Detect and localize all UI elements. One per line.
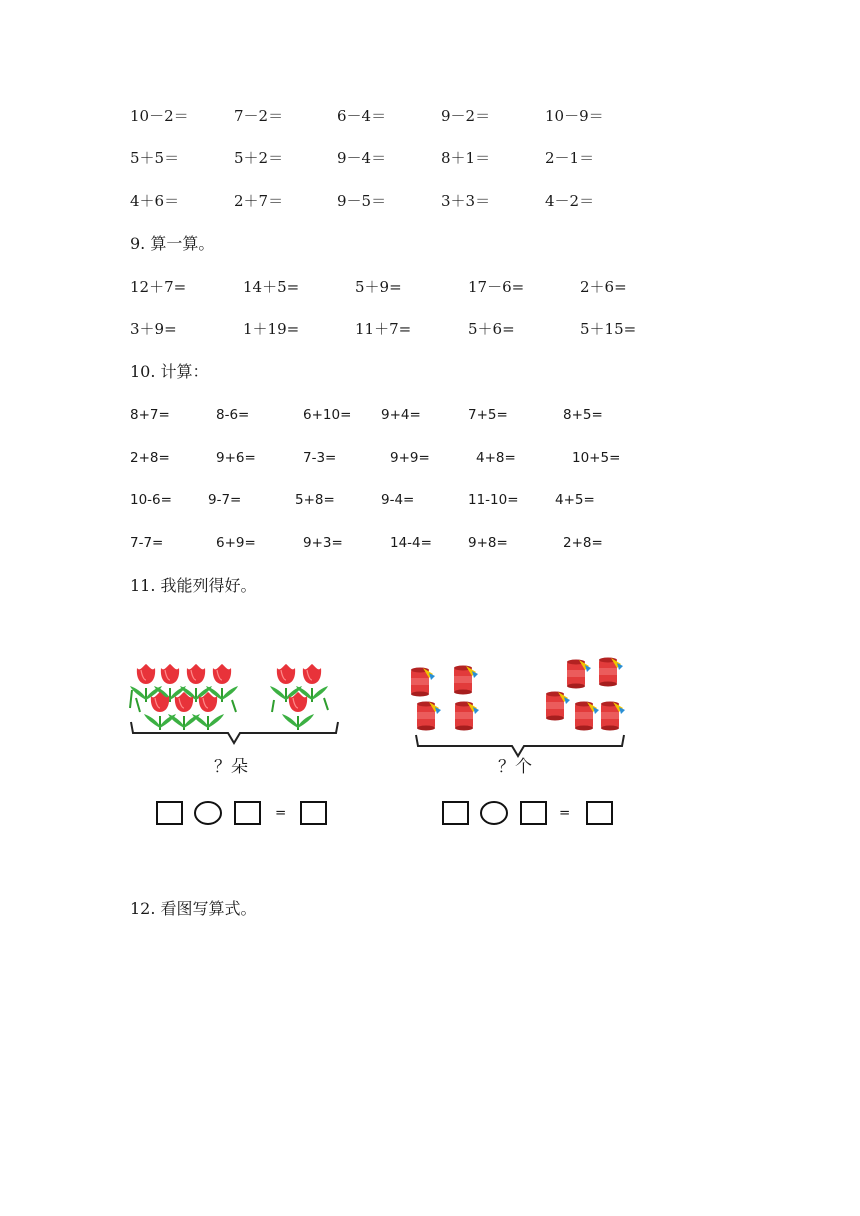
expr: 11＋7=	[355, 320, 412, 338]
expr: 9-7=	[208, 492, 242, 508]
question-12-title: 12. 看图写算式。	[130, 899, 257, 918]
expr: 4+5=	[555, 492, 595, 508]
expr: 2＋6=	[580, 278, 627, 296]
expr: 10－9＝	[545, 107, 604, 125]
answer-box	[235, 802, 260, 824]
expr: 9+3=	[303, 535, 343, 551]
expr: 7+5=	[468, 407, 508, 423]
expr: 1＋19=	[243, 320, 300, 338]
expr: 9－5＝	[337, 192, 387, 210]
operator-circle	[195, 802, 221, 824]
expr: 2+8=	[563, 535, 603, 551]
expr: 5＋5＝	[130, 149, 180, 167]
expr: 6+9=	[216, 535, 256, 551]
expr: 10-6=	[130, 492, 172, 508]
expr: 3＋3＝	[441, 192, 491, 210]
expr: 17－6=	[468, 278, 525, 296]
right-question-label: ？个	[498, 757, 532, 777]
expr: 14＋5=	[243, 278, 300, 296]
flower-group-left	[130, 664, 238, 730]
brace-right	[416, 735, 624, 756]
expr: 2+8=	[130, 450, 170, 466]
expr: 8-6=	[216, 407, 250, 423]
expr: 9-4=	[381, 492, 415, 508]
question-9-title: 9. 算一算。	[130, 234, 215, 253]
flower-group-right	[270, 664, 328, 730]
expr: 9+8=	[468, 535, 508, 551]
question-10-title: 10. 计算：	[130, 362, 209, 381]
expr: 9+9=	[390, 450, 430, 466]
expr: 5＋9=	[355, 278, 402, 296]
expr: 4+8=	[476, 450, 516, 466]
expr: 12＋7=	[130, 278, 187, 296]
can-group-left	[411, 666, 479, 731]
expr: 2－1＝	[545, 149, 595, 167]
expr: 8+7=	[130, 407, 170, 423]
expr: 7－2＝	[234, 107, 284, 125]
answer-box	[301, 802, 326, 824]
expr: 2＋7＝	[234, 192, 284, 210]
expr: 5＋6=	[468, 320, 515, 338]
expr: 7-3=	[303, 450, 337, 466]
expr: 7-7=	[130, 535, 164, 551]
answer-box	[521, 802, 546, 824]
expr: 9－2＝	[441, 107, 491, 125]
operator-circle	[481, 802, 507, 824]
expr: 9－4＝	[337, 149, 387, 167]
expr: 10－2＝	[130, 107, 189, 125]
expr: 4＋6＝	[130, 192, 180, 210]
answer-box	[443, 802, 468, 824]
expr: 6－4＝	[337, 107, 387, 125]
expr: 4－2＝	[545, 192, 595, 210]
expr: 9+4=	[381, 407, 421, 423]
expr: 9+6=	[216, 450, 256, 466]
can-group-right	[546, 658, 625, 731]
expr: 10+5=	[572, 450, 621, 466]
expr: 5＋2＝	[234, 149, 284, 167]
expr: 8+5=	[563, 407, 603, 423]
expr: 5+8=	[295, 492, 335, 508]
expr: 11-10=	[468, 492, 519, 508]
expr: 8＋1＝	[441, 149, 491, 167]
question-11-title: 11. 我能列得好。	[130, 576, 257, 595]
expr: 6+10=	[303, 407, 352, 423]
left-question-label: ？朵	[214, 757, 248, 777]
equals-sign: =	[275, 805, 287, 821]
expr: 14-4=	[390, 535, 432, 551]
answer-box	[157, 802, 182, 824]
answer-box	[587, 802, 612, 824]
expr: 5＋15=	[580, 320, 637, 338]
equals-sign: =	[559, 805, 571, 821]
expr: 3＋9=	[130, 320, 177, 338]
